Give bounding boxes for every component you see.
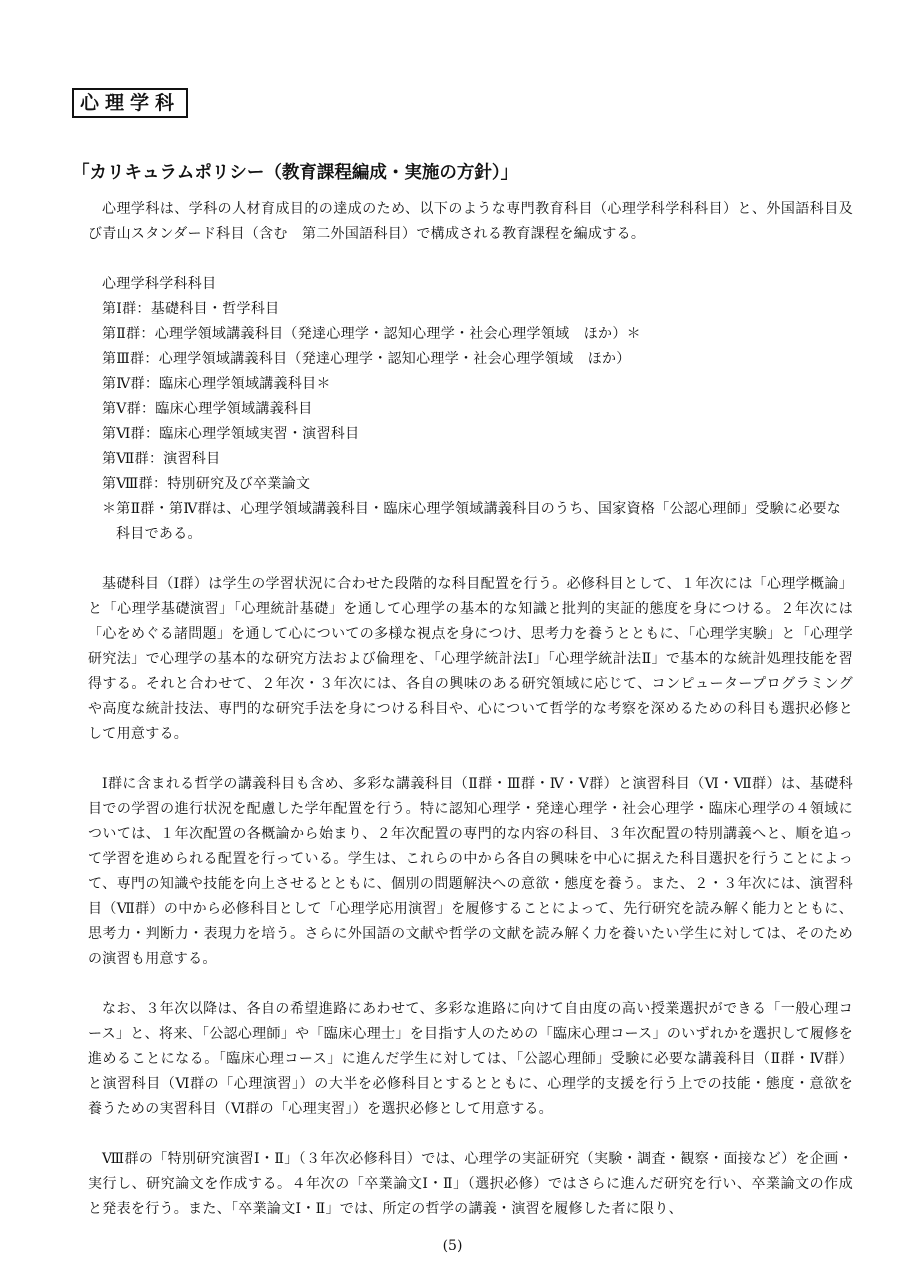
course-group-item: 第Ⅲ群：心理学領域講義科目（発達心理学・認知心理学・社会心理学領域 ほか） xyxy=(102,351,631,367)
course-group-item: 第Ⅵ群：臨床心理学領域実習・演習科目 xyxy=(102,426,360,442)
course-list-heading: 心理学科学科科目 xyxy=(102,276,217,292)
course-group-item: 第Ⅶ群：演習科目 xyxy=(102,451,221,467)
document-body xyxy=(88,197,853,1222)
page-number: (5) xyxy=(442,1238,463,1254)
course-group-item: 第Ⅰ群：基礎科目・哲学科目 xyxy=(102,301,280,317)
course-group-list xyxy=(88,272,853,547)
course-group-item: 第Ⅳ群：臨床心理学領域講義科目＊ xyxy=(102,376,331,392)
body-paragraph: 基礎科目（Ⅰ群）は学生の学習状況に合わせた段階的な科目配置を行う。必修科目として、１年次には「心理学概論」と「心理学基礎演習」「心理統計基礎」を通して心理学の基本的な知識と批判的実証的態度を身につける。２年次には「心をめぐる諸問題」を通して心についての多様な視点を身につけ、思考力を養うとともに、「心理学実験」と「心理学研究法」で心理学の基本的な研究方法および倫理を、「心理学統計法Ⅰ」「心理学統計法Ⅱ」で基本的な統計処理技能を習得する。それと合わせて、２年次・３年次には、各自の興味のある研究領域に応じて、コンピュータープログラミングや高度な統計技法、専門的な研究手法を身につける科目や、心について哲学的な考察を深めるための科目も選択必修として用意する。 xyxy=(88,576,853,742)
course-group-note: ＊第Ⅱ群・第Ⅳ群は、心理学領域講義科目・臨床心理学領域講義科目のうち、国家資格「公認心理師」受験に必要な科目である。 xyxy=(102,501,842,542)
body-paragraph: Ⅰ群に含まれる哲学の講義科目も含め、多彩な講義科目（Ⅱ群・Ⅲ群・Ⅳ・Ⅴ群）と演習科目（Ⅵ・Ⅶ群）は、基礎科目での学習の進行状況を配慮した学年配置を行う。特に認知心理学・発達心理学・社会心理学・臨床心理学の４領域については、１年次配置の各概論から始まり、２年次配置の専門的な内容の科目、３年次配置の特別講義へと、順を追って学習を進められる配置を行っている。学生は、これらの中から各自の興味を中心に据えた科目選択を行うことによって、専門の知識や技能を向上させるとともに、個別の問題解決への意欲・態度を養う。また、２・３年次には、演習科目（Ⅶ群）の中から必修科目として「心理学応用演習」を履修することによって、先行研究を読み解く能力とともに、思考力・判断力・表現力を培う。さらに外国語の文献や哲学の文献を読み解く力を養いたい学生に対しては、そのための演習も用意する。 xyxy=(88,776,853,967)
course-group-item: 第Ⅱ群：心理学領域講義科目（発達心理学・認知心理学・社会心理学領域 ほか）＊ xyxy=(102,326,641,342)
intro-paragraph: 心理学科は、学科の人材育成目的の達成のため、以下のような専門教育科目（心理学科学科科目）と、外国語科目及び青山スタンダード科目（含む 第二外国語科目）で構成される教育課程を編成する。 xyxy=(88,201,853,242)
section-heading: 「カリキュラムポリシー（教育課程編成・実施の方針）」 xyxy=(72,163,519,183)
department-title: 心理学科 xyxy=(72,88,188,118)
course-group-item: 第Ⅷ群：特別研究及び卒業論文 xyxy=(102,476,311,492)
body-paragraph: Ⅷ群の「特別研究演習Ⅰ・Ⅱ」（３年次必修科目）では、心理学の実証研究（実験・調査・観察・面接など）を企画・実行し、研究論文を作成する。４年次の「卒業論文Ⅰ・Ⅱ」（選択必修）ではさらに進んだ研究を行い、卒業論文の作成と発表を行う。また、「卒業論文Ⅰ・Ⅱ」では、所定の哲学の講義・演習を履修した者に限り、 xyxy=(88,1151,853,1217)
body-paragraph: なお、３年次以降は、各自の希望進路にあわせて、多彩な進路に向けて自由度の高い授業選択ができる「一般心理コース」と、将来、「公認心理師」や「臨床心理士」を目指す人のための「臨床心理コース」のいずれかを選択して履修を進めることになる。「臨床心理コース」に進んだ学生に対しては、「公認心理師」受験に必要な講義科目（Ⅱ群・Ⅳ群）と演習科目（Ⅵ群の「心理演習」）の大半を必修科目とするとともに、心理学的支援を行う上での技能・態度・意欲を養うための実習科目（Ⅵ群の「心理実習」）を選択必修として用意する。 xyxy=(88,1001,853,1117)
course-group-item: 第Ⅴ群：臨床心理学領域講義科目 xyxy=(102,401,313,417)
